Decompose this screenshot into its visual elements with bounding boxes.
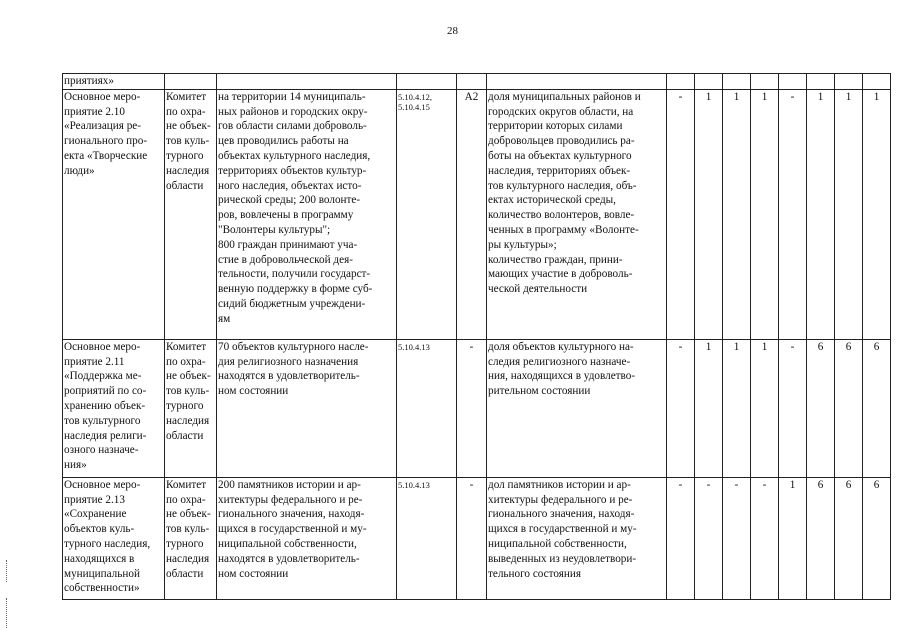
value-cell <box>723 74 751 90</box>
executor-cell: Комитет по охра- не объек- тов куль- турного наследия области <box>165 477 217 599</box>
value-cell: - <box>667 89 695 339</box>
result-cell: 200 памятников истории и ар- хитектуры федерального и ре- гионального значения, находя- щихся в государственной и му- ниципальной собственности, находятся в удовлетворитель- ном состоянии <box>217 477 397 599</box>
value-cell <box>695 74 723 90</box>
value-cell: 1 <box>723 339 751 477</box>
value-cell <box>667 74 695 90</box>
value-cell: - <box>723 477 751 599</box>
code-cell: 5.10.4.13 <box>397 477 457 599</box>
event-cell: Основное меро- приятие 2.11 «Поддержка ме- роприятий по со- хранению объек- тов культурного наследия религи- озного назначе- ния» <box>63 339 165 477</box>
result-cell: на территории 14 муниципаль- ных районов и городских окру- гов области силами доброволь- цев проводились работы на объектах культурного наследия, территориях объектов культур- ного наследия, объектах исто- рической среды; 200 волонте- ров, вовлечены в программу "Волонтеры культуры"; 800 граждан принимают уча- стие в добровольческой дея- тельности, получили государст- венную поддержку в форме суб- сидий бюджетным учреждени- ям <box>217 89 397 339</box>
value-cell: 6 <box>807 339 835 477</box>
value-cell: 1 <box>863 89 891 339</box>
value-cell: - <box>751 477 779 599</box>
value-cell: 1 <box>723 89 751 339</box>
value-cell: 6 <box>863 339 891 477</box>
mark-cell: А2 <box>457 89 487 339</box>
value-cell: 6 <box>835 339 863 477</box>
executor-cell <box>165 74 217 90</box>
value-cell: - <box>779 339 807 477</box>
value-cell <box>751 74 779 90</box>
value-cell: 6 <box>807 477 835 599</box>
table-row <box>63 74 891 90</box>
value-cell: 6 <box>835 477 863 599</box>
code-cell: 5.10.4.12, 5.10.4.15 <box>397 89 457 339</box>
value-cell: 1 <box>695 339 723 477</box>
event-cell: приятиях» <box>63 74 165 90</box>
mark-cell: - <box>457 477 487 599</box>
table-row <box>63 339 891 477</box>
value-cell <box>779 74 807 90</box>
value-cell: 1 <box>751 89 779 339</box>
indicator-cell: доля муниципальных районов и городских округов области, на территории которых силами добровольцев проводились ра- боты на объектах культурного наследия, территориях объек- тов культурного наследия, объ- ектах исторической среды, количество волонтеров, вовле- ченных в программу «Волонте- ры культуры»; количество граждан, прини- мающих участие в доброволь- ческой деятельности <box>487 89 667 339</box>
value-cell <box>807 74 835 90</box>
value-cell: - <box>695 477 723 599</box>
value-cell <box>863 74 891 90</box>
table-row <box>63 89 891 339</box>
mark-cell: - <box>457 339 487 477</box>
value-cell: 1 <box>695 89 723 339</box>
event-cell: Основное меро- приятие 2.10 «Реализация ре- гионального про- екта «Творческие люди» <box>63 89 165 339</box>
value-cell: 1 <box>835 89 863 339</box>
value-cell <box>835 74 863 90</box>
value-cell: - <box>667 477 695 599</box>
code-cell <box>397 74 457 90</box>
code-cell: 5.10.4.13 <box>397 339 457 477</box>
indicator-cell: доля объектов культурного на- следия религиозного назначе- ния, находящихся в удовлетво- рительном состоянии <box>487 339 667 477</box>
table-row <box>63 477 891 599</box>
result-cell: 70 объектов культурного насле- дия религиозного назначения находятся в удовлетворитель- ном состоянии <box>217 339 397 477</box>
indicator-cell: дол памятников истории и ар- хитектуры федерального и ре- гионального значения, находя- щихся в государственной и му- ниципальной собственности, выведенных из неудовлетвори- тельного состояния <box>487 477 667 599</box>
value-cell: 1 <box>807 89 835 339</box>
margin-mark <box>6 560 9 582</box>
value-cell: 6 <box>863 477 891 599</box>
indicator-cell <box>487 74 667 90</box>
executor-cell: Комитет по охра- не объек- тов куль- турного наследия области <box>165 339 217 477</box>
event-cell: Основное меро- приятие 2.13 «Сохранение объектов куль- турного наследия, находящихся в муниципальной собственности» <box>63 477 165 599</box>
value-cell: 1 <box>751 339 779 477</box>
result-cell <box>217 74 397 90</box>
margin-mark <box>6 598 9 628</box>
program-table <box>62 73 891 600</box>
value-cell: - <box>667 339 695 477</box>
value-cell: 1 <box>779 477 807 599</box>
page-number: 28 <box>447 25 458 37</box>
executor-cell: Комитет по охра- не объек- тов куль- турного наследия области <box>165 89 217 339</box>
mark-cell <box>457 74 487 90</box>
value-cell: - <box>779 89 807 339</box>
